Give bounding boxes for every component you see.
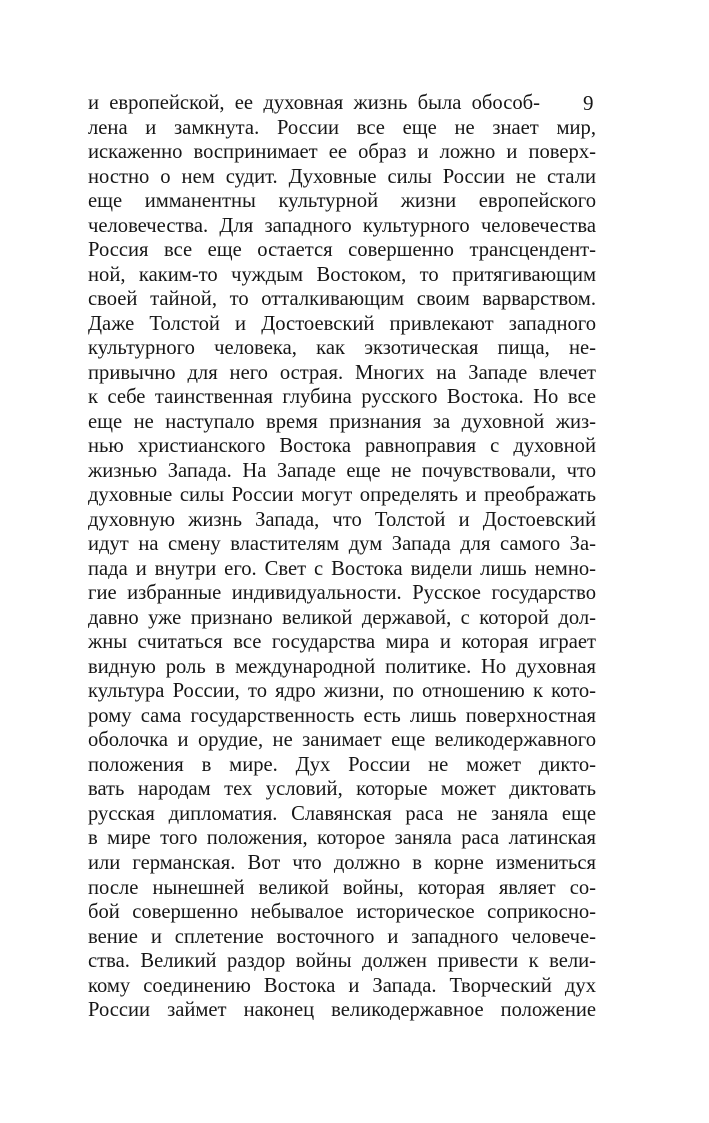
text-line: привычно для него острая. Многих на Западе влечет xyxy=(88,361,596,384)
text-line: или германская. Вот что должно в корне измениться xyxy=(88,851,596,874)
text-line: нью христианского Востока равноправия с духовной xyxy=(88,435,596,458)
text-line: оболочка и орудие, не занимает еще великодержавного xyxy=(88,729,596,752)
text-line: Россия все еще остается совершенно трансцендент- xyxy=(88,239,596,262)
text-line: искаженно воспринимает ее образ и ложно и поверх- xyxy=(88,141,596,164)
text-line: жизнью Запада. На Западе еще не почувствовали, что xyxy=(88,459,596,482)
text-line: бой совершенно небывалое историческое соприкосно- xyxy=(88,901,596,924)
text-line: России займет наконец великодержавное положение xyxy=(88,999,596,1022)
text-line: в мире того положения, которое заняла раса латинская xyxy=(88,827,596,850)
text-line: духовные силы России могут определять и преображать xyxy=(88,484,596,507)
text-line: ства. Великий раздор войны должен привести к вели- xyxy=(88,950,596,973)
text-line: положения в мире. Дух России не может дикто- xyxy=(88,753,596,776)
text-line: к себе таинственная глубина русского Востока. Но все xyxy=(88,386,596,409)
text-line: Даже Толстой и Достоевский привлекают западного xyxy=(88,312,596,335)
page-number: 9 xyxy=(583,91,594,115)
text-line: человечества. Для западного культурного человечества xyxy=(88,214,596,237)
text-line: гие избранные индивидуальности. Русское государство xyxy=(88,582,596,605)
text-line: ной, каким-то чуждым Востоком, то притягивающим xyxy=(88,263,596,286)
text-line: видную роль в международной политике. Но духовная xyxy=(88,655,596,678)
text-line: ностно о нем судит. Духовные силы России не стали xyxy=(88,165,596,188)
body-text xyxy=(88,91,596,1023)
text-line: своей тайной, то отталкивающим своим варварством. xyxy=(88,288,596,311)
text-line: и европейской, ее духовная жизнь была обособ- xyxy=(88,92,540,114)
text-line: идут на смену властителям дум Запада для самого За- xyxy=(88,533,596,556)
text-line: культура России, то ядро жизни, по отношению к кото- xyxy=(88,680,596,703)
text-line: кому соединению Востока и Запада. Творческий дух xyxy=(88,974,596,997)
text-line: лена и замкнута. России все еще не знает мир, xyxy=(88,116,596,139)
text-line: культурного человека, как экзотическая пища, не- xyxy=(88,337,596,360)
text-line: русская дипломатия. Славянская раса не заняла еще xyxy=(88,802,596,825)
text-line: вать народам тех условий, которые может диктовать xyxy=(88,778,596,801)
text-line: жны считаться все государства мира и которая играет xyxy=(88,631,596,654)
text-line: после нынешней великой войны, которая являет со- xyxy=(88,876,596,899)
text-line: вение и сплетение восточного и западного человече- xyxy=(88,925,596,948)
text-line: еще имманентны культурной жизни европейского xyxy=(88,190,596,213)
text-line: пада и внутри его. Свет с Востока видели лишь немно- xyxy=(88,557,596,580)
text-line: еще не наступало время признания за духовной жиз- xyxy=(88,410,596,433)
text-line: рому сама государственность есть лишь поверхностная xyxy=(88,704,596,727)
text-line: давно уже признано великой державой, с которой дол- xyxy=(88,606,596,629)
text-line: духовную жизнь Запада, что Толстой и Достоевский xyxy=(88,508,596,531)
